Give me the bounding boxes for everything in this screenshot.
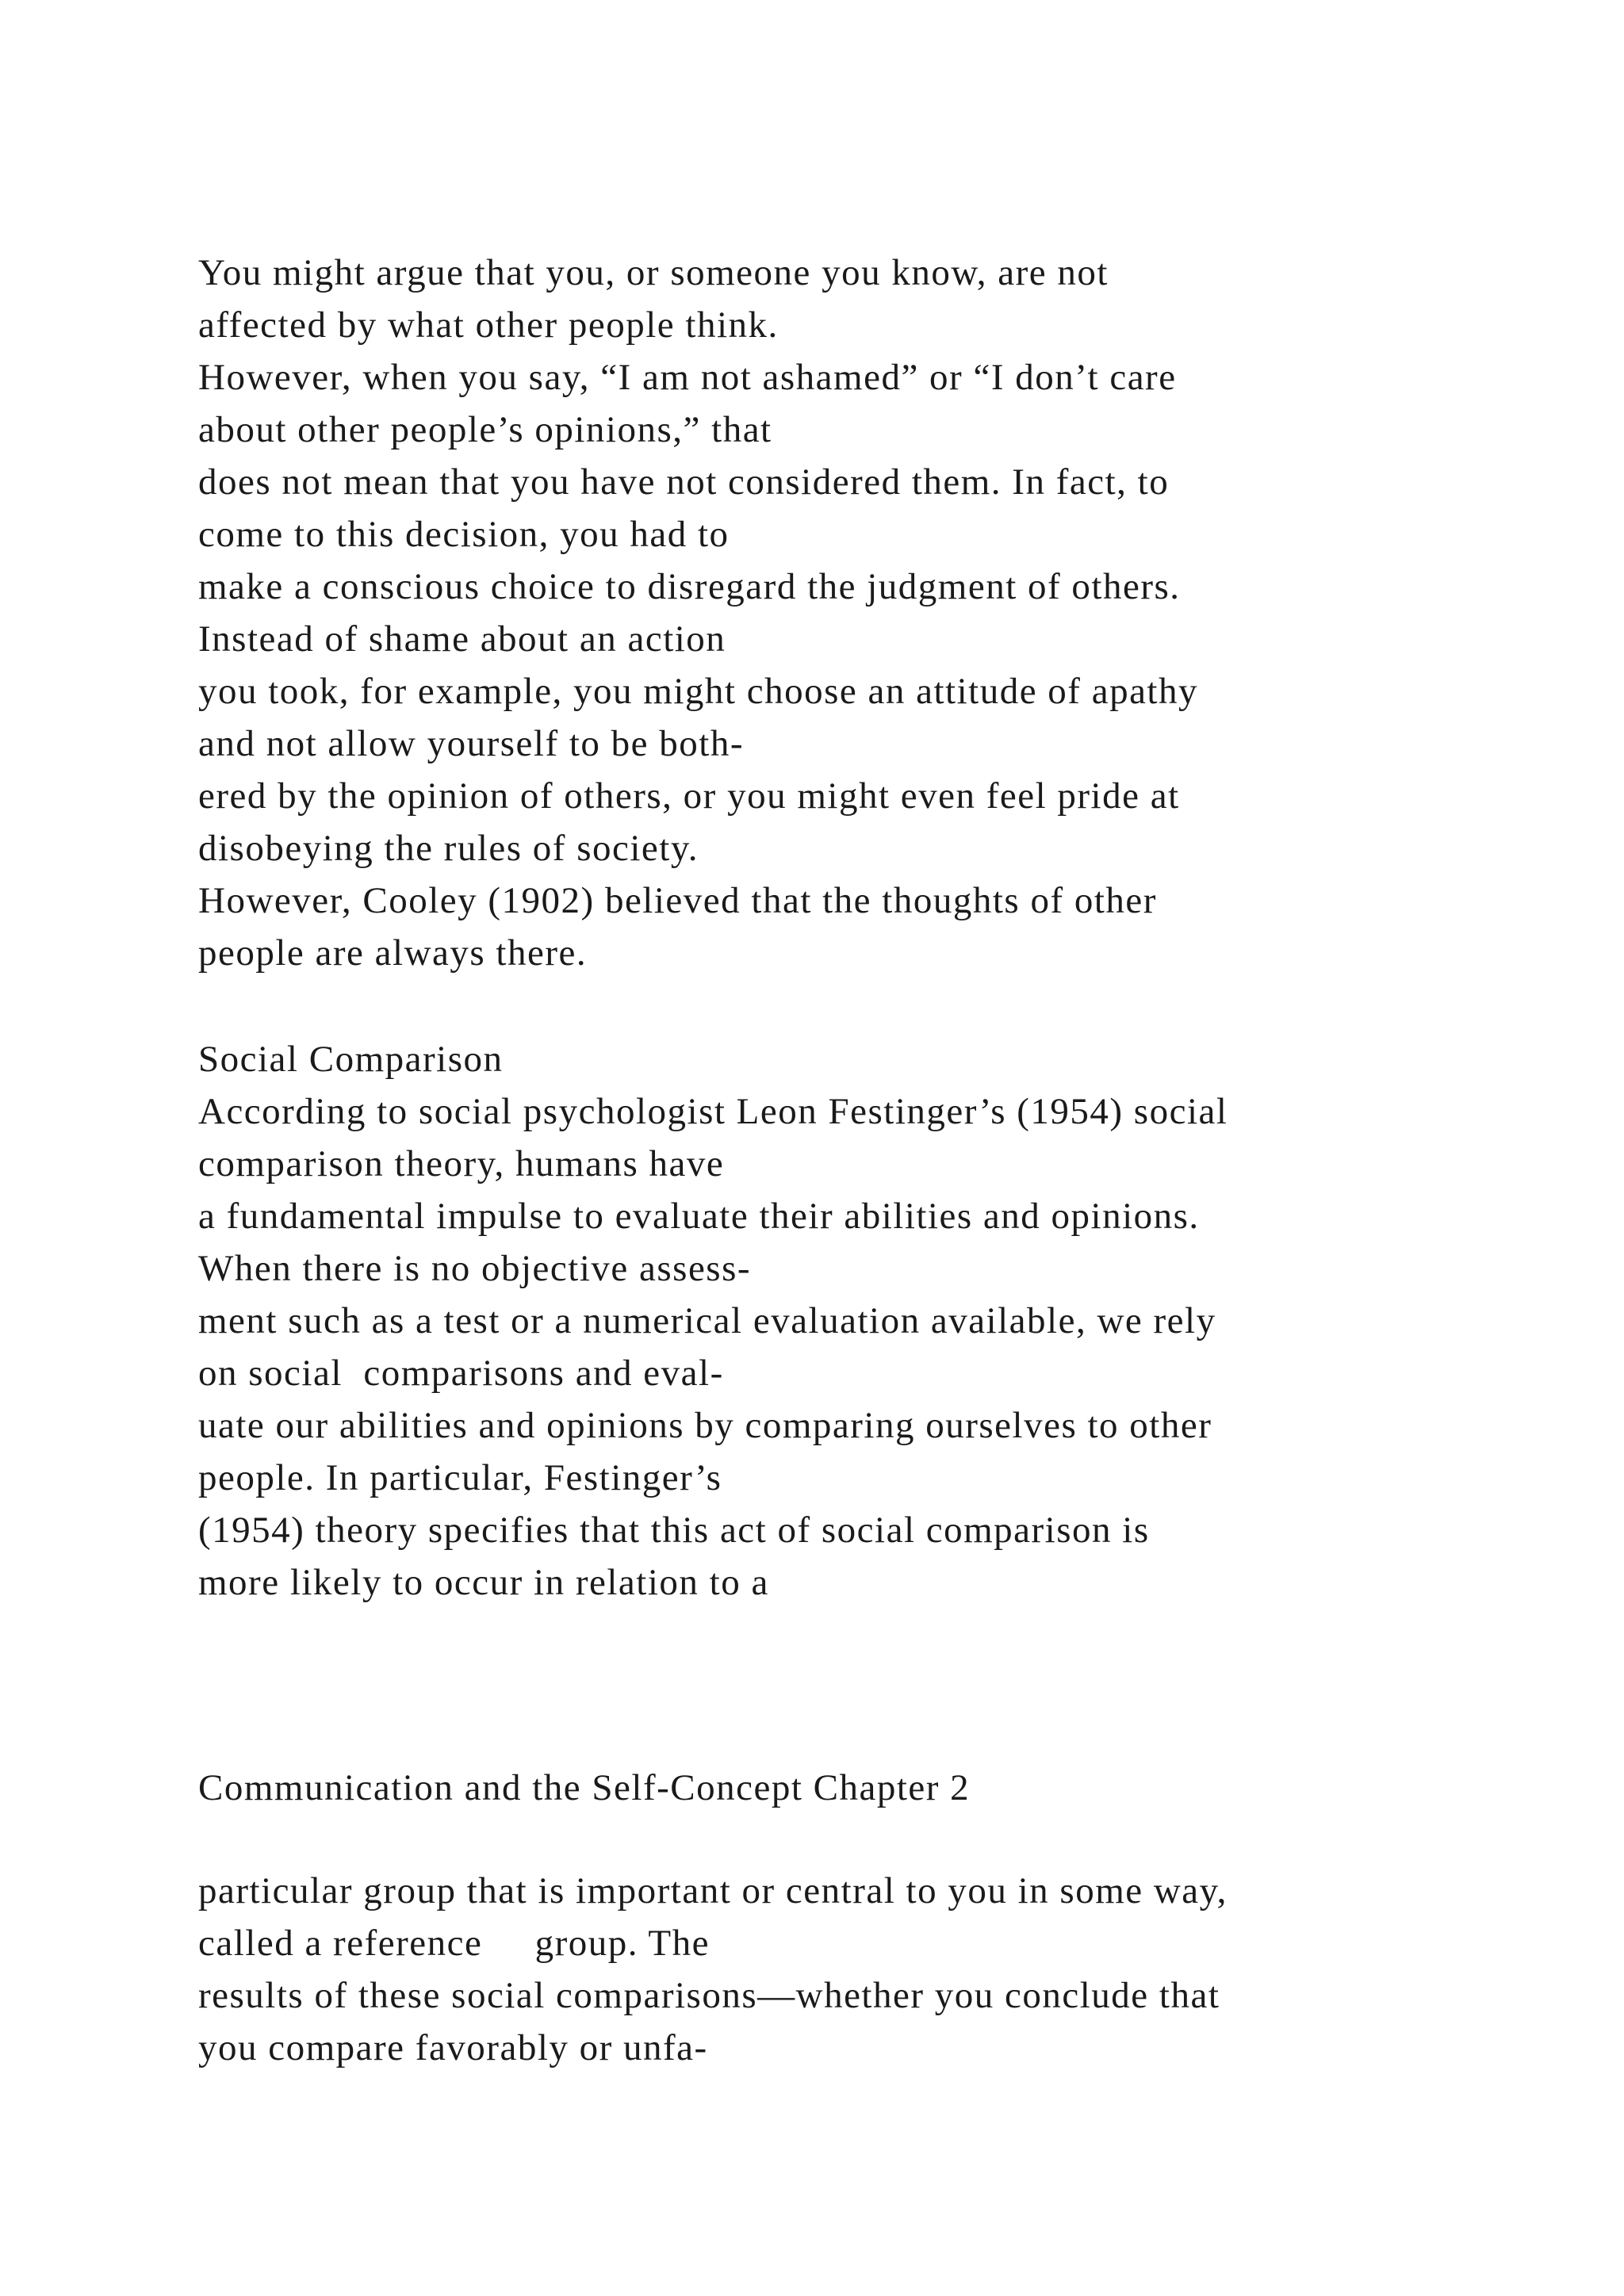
text-line: However, when you say, “I am not ashamed” or “I don’t care bbox=[198, 357, 1177, 398]
text-line: and not allow yourself to be both- bbox=[198, 723, 744, 764]
running-header bbox=[198, 1762, 1562, 1814]
text-line: you compare favorably or unfa- bbox=[198, 2027, 708, 2068]
text-line: You might argue that you, or someone you know, are not bbox=[198, 252, 1109, 293]
text-line: ered by the opinion of others, or you might even feel pride at bbox=[198, 775, 1180, 817]
text-line: uate our abilities and opinions by comparing ourselves to other bbox=[198, 1405, 1212, 1446]
text-line: more likely to occur in relation to a bbox=[198, 1562, 769, 1603]
text-line: (1954) theory specifies that this act of social comparison is bbox=[198, 1510, 1150, 1551]
text-line: disobeying the rules of society. bbox=[198, 828, 699, 869]
text-line: However, Cooley (1902) believed that the thoughts of other bbox=[198, 880, 1157, 921]
running-header-text: Communication and the Self-Concept Chapter 2 bbox=[198, 1767, 971, 1808]
text-line: you took, for example, you might choose an attitude of apathy bbox=[198, 671, 1198, 712]
text-line: comparison theory, humans have bbox=[198, 1143, 725, 1184]
text-line: people. In particular, Festinger’s bbox=[198, 1457, 722, 1498]
text-line: Instead of shame about an action bbox=[198, 618, 726, 660]
text-line: on social comparisons and eval- bbox=[198, 1353, 724, 1394]
section-heading: Social Comparison bbox=[198, 1039, 504, 1080]
text-line: When there is no objective assess- bbox=[198, 1248, 752, 1289]
text-line: does not mean that you have not considered them. In fact, to bbox=[198, 461, 1170, 503]
paragraph-reference-group bbox=[198, 1865, 1562, 2074]
text-line: affected by what other people think. bbox=[198, 304, 779, 346]
text-line: make a conscious choice to disregard the judgment of others. bbox=[198, 566, 1181, 607]
text-line: called a reference group. The bbox=[198, 1923, 710, 1964]
text-line: a fundamental impulse to evaluate their abilities and opinions. bbox=[198, 1196, 1200, 1237]
text-line: results of these social comparisons—whether you conclude that bbox=[198, 1975, 1220, 2016]
paragraph-self-concept bbox=[198, 247, 1562, 979]
text-line: particular group that is important or central to you in some way, bbox=[198, 1870, 1228, 1911]
text-line: ment such as a test or a numerical evaluation available, we rely bbox=[198, 1300, 1216, 1341]
text-line: about other people’s opinions,” that bbox=[198, 409, 772, 450]
text-line: come to this decision, you had to bbox=[198, 514, 730, 555]
text-line: According to social psychologist Leon Festinger’s (1954) social bbox=[198, 1091, 1228, 1132]
text-line: people are always there. bbox=[198, 932, 588, 974]
section-social-comparison bbox=[198, 1033, 1562, 1609]
